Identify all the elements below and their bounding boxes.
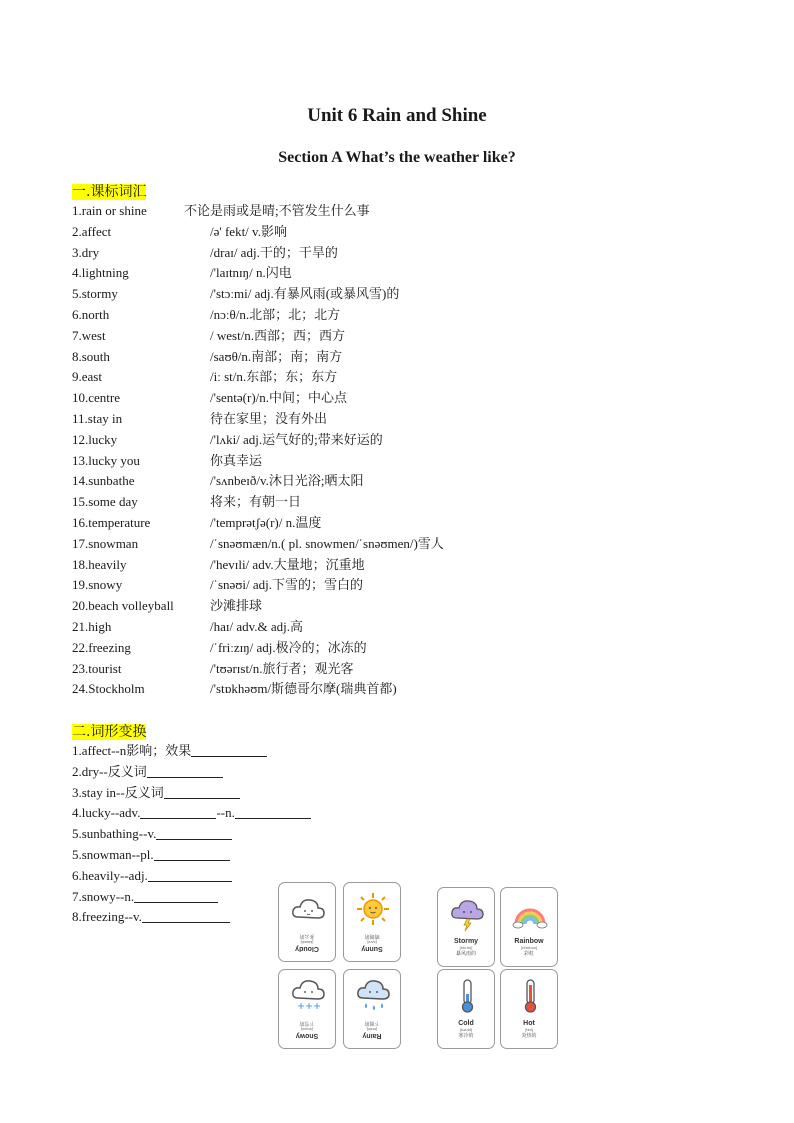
- word-form-item: [72, 803, 311, 824]
- vocab-word: 5.stormy: [72, 286, 118, 302]
- vocab-word: 12.lucky: [72, 431, 118, 447]
- vocab-meaning: 将来；有朝一日: [210, 494, 302, 510]
- answer-blank[interactable]: [147, 763, 223, 778]
- vocab-item: [72, 222, 592, 243]
- vocab-word: 3.dry: [72, 244, 100, 260]
- vocab-item: [72, 596, 592, 617]
- weather-card-word: Cloudy: [295, 945, 319, 952]
- vocab-word: 22.freezing: [72, 639, 131, 655]
- vocab-item: [72, 471, 592, 492]
- vocab-word: 10.centre: [72, 390, 121, 406]
- vocab-item: [72, 513, 592, 534]
- weather-card-chinese: 下雨的: [364, 1020, 380, 1026]
- vocab-item: [72, 409, 592, 430]
- vocab-item: [72, 451, 592, 472]
- word-form-item: [72, 845, 311, 866]
- weather-card-phonetic: [reɪni]: [366, 1027, 378, 1032]
- answer-blank[interactable]: [154, 846, 230, 861]
- section-title: Section A What’s the weather like?: [278, 149, 516, 166]
- word-form-prompt: --n.: [216, 805, 235, 821]
- vocab-item: [72, 534, 592, 555]
- answer-blank[interactable]: [142, 908, 230, 923]
- vocab-item: [72, 347, 592, 368]
- weather-card: [278, 882, 336, 962]
- forms-heading: 二.词形变换: [72, 724, 147, 740]
- vocab-meaning: /'hevɪli/ adv.大量地；沉重地: [210, 556, 365, 572]
- vocab-word: 8.south: [72, 348, 110, 364]
- weather-card-label: [501, 1020, 557, 1039]
- weather-card: [343, 969, 401, 1049]
- weather-card-label: [344, 933, 400, 952]
- vocab-meaning: /ə' fekt/ v.影响: [210, 223, 287, 239]
- vocab-word: 6.north: [72, 306, 110, 322]
- vocab-heading: 一.课标词汇: [72, 184, 147, 200]
- weather-card-phonetic: [kəʊld]: [460, 1027, 472, 1032]
- vocab-item: [72, 492, 592, 513]
- answer-blank[interactable]: [148, 867, 232, 882]
- weather-card-word: Stormy: [453, 938, 479, 945]
- answer-blank[interactable]: [156, 825, 232, 840]
- vocab-word: 23.tourist: [72, 660, 122, 676]
- weather-card-label: [438, 938, 494, 957]
- vocab-word: 2.affect: [72, 223, 112, 239]
- weather-card-chinese: 暴风雨的: [455, 951, 476, 957]
- weather-card-chinese: 彩虹: [523, 951, 534, 957]
- weather-card-chinese: 寒冷的: [458, 1033, 474, 1039]
- word-form-prompt: 1.affect--n影响；效果: [72, 743, 192, 758]
- vocab-word: 21.high: [72, 618, 112, 634]
- word-form-prompt: 2.dry--反义词: [72, 763, 147, 779]
- weather-card-word: Rainbow: [514, 938, 544, 945]
- weather-card: [500, 887, 558, 967]
- vocab-word: 18.heavily: [72, 556, 127, 572]
- vocab-meaning: /'tʊərɪst/n.旅行者；观光客: [210, 660, 354, 676]
- word-form-item: [72, 762, 311, 783]
- vocab-item: [72, 617, 592, 638]
- vocab-word: 1.rain or shine: [72, 203, 147, 218]
- weather-card-word: Cold: [458, 1020, 474, 1027]
- vocab-meaning: 待在家里；没有外出: [210, 410, 328, 426]
- vocab-meaning: /'stɒkhəʊm/斯德哥尔摩(瑞典首都): [210, 681, 397, 697]
- vocab-meaning: /'lʌki/ adj.运气好的;带来好运的: [210, 431, 383, 447]
- vocab-meaning: /ˈfriːzɪŋ/ adj.极冷的；冰冻的: [210, 639, 367, 655]
- vocab-item: [72, 430, 592, 451]
- vocab-word: 15.some day: [72, 494, 138, 510]
- vocab-list: [72, 201, 592, 700]
- vocab-word: 17.snowman: [72, 535, 139, 551]
- word-form-prompt: 3.stay in--反义词: [72, 784, 164, 800]
- vocab-word: 19.snowy: [72, 577, 123, 593]
- vocab-word: 24.Stockholm: [72, 681, 145, 697]
- word-form-item: [72, 783, 311, 804]
- weather-card-chinese: 下雪的: [299, 1020, 315, 1026]
- vocab-item: [72, 388, 592, 409]
- word-form-item: [72, 741, 311, 762]
- vocab-item: [72, 575, 592, 596]
- vocab-meaning: 你真幸运: [210, 452, 263, 468]
- weather-card: [343, 882, 401, 962]
- vocab-word: 13.lucky you: [72, 452, 140, 468]
- vocab-item: [72, 243, 592, 264]
- vocab-meaning: /'stɔːmi/ adj.有暴风雨(或暴风雪)的: [210, 286, 400, 302]
- vocab-item: [72, 305, 592, 326]
- answer-blank[interactable]: [164, 784, 240, 799]
- vocab-word: 4.lightning: [72, 265, 129, 281]
- weather-card: [437, 969, 495, 1049]
- vocab-item: [72, 326, 592, 347]
- word-form-prompt: 6.heavily--adj.: [72, 867, 148, 883]
- weather-card-label: [438, 1020, 494, 1039]
- weather-card: [437, 887, 495, 967]
- weather-card-phonetic: [reɪnbəʊ]: [520, 945, 538, 950]
- vocab-meaning: /draɪ/ adj.干的；干旱的: [210, 244, 338, 260]
- vocab-meaning: 沙滩排球: [210, 598, 263, 614]
- vocab-meaning: /'sentə(r)/n.中间；中心点: [210, 390, 348, 406]
- weather-card-label: [279, 1020, 335, 1039]
- vocab-word: 14.sunbathe: [72, 473, 135, 489]
- weather-card-phonetic: [hɒt]: [525, 1027, 533, 1032]
- vocab-word: 7.west: [72, 327, 106, 343]
- word-form-prompt: 5.sunbathing--v.: [72, 826, 157, 842]
- vocab-item: [72, 679, 592, 700]
- vocab-meaning: /nɔːθ/n.北部；北；北方: [210, 306, 341, 322]
- vocab-item: [72, 638, 592, 659]
- word-form-prompt: 7.snowy--n.: [72, 888, 135, 904]
- vocab-meaning: /iː st/n.东部；东；东方: [210, 369, 338, 385]
- weather-card-label: [344, 1020, 400, 1039]
- weather-card-label: [501, 938, 557, 957]
- vocab-word: 11.stay in: [72, 410, 123, 426]
- vocab-meaning: /haɪ/ adv.& adj.高: [210, 618, 304, 634]
- vocab-item: [72, 659, 592, 680]
- answer-blank[interactable]: [140, 804, 216, 819]
- vocab-item: [72, 263, 592, 284]
- page-title: Unit 6 Rain and Shine: [307, 105, 487, 126]
- vocab-meaning: /saʊθ/n.南部；南；南方: [210, 348, 343, 364]
- weather-card-label: [279, 933, 335, 952]
- vocab-item: [72, 201, 592, 222]
- vocab-word: 20.beach volleyball: [72, 598, 174, 614]
- vocab-meaning: /ˈsnəʊi/ adj.下雪的；雪白的: [210, 577, 364, 593]
- weather-card: [278, 969, 336, 1049]
- weather-card: [500, 969, 558, 1049]
- weather-card-chinese: 炎热的: [521, 1033, 537, 1039]
- answer-blank[interactable]: [134, 888, 218, 903]
- answer-blank[interactable]: [235, 804, 311, 819]
- weather-card-chinese: 晴朗的: [364, 933, 380, 939]
- weather-card-chinese: 多云的: [299, 933, 315, 939]
- vocab-meaning: /'laɪtnɪŋ/ n.闪电: [210, 265, 292, 281]
- weather-card-word: Hot: [523, 1020, 535, 1027]
- vocab-meaning: /'sʌnbeɪð/v.沐日光浴;晒太阳: [210, 473, 364, 489]
- vocab-meaning: /'temprətʃə(r)/ n.温度: [210, 514, 322, 530]
- vocab-item: [72, 284, 592, 305]
- vocab-meaning: / west/n.西部；西；西方: [210, 327, 346, 343]
- word-form-prompt: 8.freezing--v.: [72, 909, 142, 925]
- vocab-meaning: 不论是雨或是晴;不管发生什么事: [184, 203, 370, 218]
- weather-card-word: Rainy: [362, 1032, 382, 1039]
- answer-blank[interactable]: [191, 742, 267, 757]
- vocab-item: [72, 555, 592, 576]
- weather-cards: [276, 880, 566, 1055]
- vocab-item: [72, 367, 592, 388]
- word-form-item: [72, 824, 311, 845]
- word-form-prompt: 4.lucky--adv.: [72, 805, 141, 821]
- vocab-word: 16.temperature: [72, 514, 151, 530]
- weather-card-phonetic: [stɔːmi]: [459, 945, 473, 950]
- weather-card-word: Snowy: [295, 1032, 319, 1039]
- vocab-word: 9.east: [72, 369, 102, 385]
- weather-card-word: Sunny: [361, 945, 383, 952]
- weather-card-phonetic: [snəʊi]: [301, 1027, 313, 1032]
- vocab-meaning: /ˈsnəʊmæn/n.( pl. snowmen/ˈsnəʊmen/)雪人: [210, 535, 444, 551]
- weather-card-phonetic: [sʌni]: [367, 940, 377, 945]
- word-form-prompt: 5.snowman--pl.: [72, 846, 154, 862]
- weather-card-phonetic: [klaʊdi]: [300, 940, 314, 945]
